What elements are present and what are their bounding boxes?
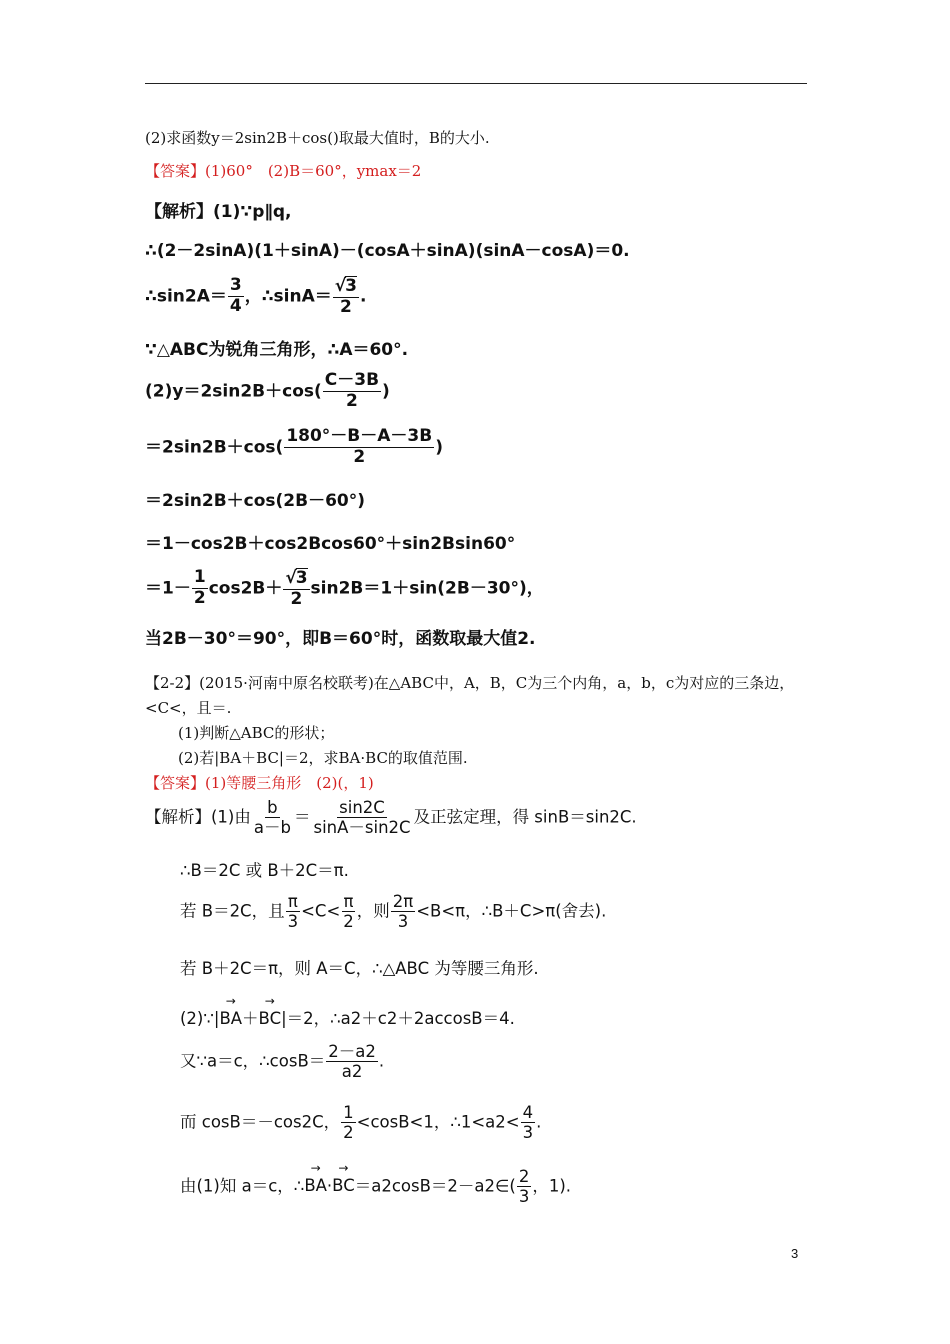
numerator: 3: [229, 275, 242, 295]
denominator: 3: [397, 912, 409, 932]
fraction: [326, 1043, 378, 1081]
answer-text: 【答案】(1)60° (2)B＝60°，ymax＝2: [145, 162, 422, 180]
solution-line: [180, 1168, 571, 1206]
question-text: (2)若|BA＋BC|＝2，求BA·BC的取值范围.: [178, 749, 468, 767]
vector-bc: → BC: [332, 1176, 355, 1195]
fraction: [333, 276, 359, 317]
text-run: cos2B＋: [208, 578, 283, 599]
solution-line: [145, 372, 390, 411]
solution-heading: 【解析】(1)∵p∥q,: [145, 202, 292, 222]
vector-bc: → BC: [259, 1009, 282, 1028]
text-run: (2)y＝2sin2B＋cos(: [145, 381, 322, 402]
numerator: 2: [518, 1167, 530, 1186]
denominator: a2: [341, 1062, 363, 1082]
numerator: 2π: [392, 892, 414, 911]
fraction: [283, 568, 309, 609]
text-run: ): [435, 437, 443, 458]
denominator: 2: [343, 1123, 354, 1143]
denominator: 2: [193, 587, 206, 608]
numerator: √3: [285, 568, 308, 588]
fraction: [521, 1104, 536, 1142]
numerator: 2－a2: [328, 1042, 376, 1061]
fraction: [323, 372, 381, 411]
text-run: sin2B＝1＋sin(2B－30°)，: [310, 578, 544, 599]
solution-line: ∴(2－2sinA)(1＋sinA)－(cosA＋sinA)(sinA－cosA)＝0.: [145, 241, 630, 261]
text-run: .: [378, 1051, 385, 1071]
text-run: |＝2，∴a2＋c2＋2accosB＝4.: [281, 1009, 515, 1028]
numerator: 4: [522, 1103, 534, 1122]
solution-line: 若 B＋2C＝π，则 A＝C，∴△ABC 为等腰三角形.: [180, 959, 539, 978]
denominator: 2: [353, 446, 366, 467]
fraction: [391, 893, 415, 931]
denominator: 3: [522, 1123, 534, 1143]
text-run: <B<π，∴B＋C>π(舍去).: [416, 901, 607, 921]
solution-line: [145, 799, 637, 837]
text-run: ，1).: [532, 1176, 572, 1196]
text-run: ＝: [293, 807, 311, 827]
solution-line: [180, 1043, 384, 1081]
question-text: (1)判断△ABC的形状；: [178, 724, 335, 742]
fraction: [192, 569, 208, 608]
text-run: ＝2sin2B＋cos(: [145, 437, 284, 458]
text-run: ): [382, 381, 390, 402]
denominator: 2: [339, 296, 352, 317]
text-run: .: [359, 286, 367, 307]
fraction: [517, 1168, 532, 1206]
fraction: [311, 799, 412, 837]
numerator: C－3B: [324, 370, 380, 390]
denominator: 2: [345, 390, 358, 411]
text-run: .: [536, 1112, 542, 1132]
numerator: b: [267, 798, 278, 817]
numerator: sin2C: [339, 798, 385, 817]
denominator: 2: [290, 588, 303, 609]
numerator: √3: [334, 276, 357, 296]
solution-line: [180, 1104, 541, 1142]
denominator: 3: [518, 1187, 530, 1207]
text-run: 由(1)知 a＝c，∴: [180, 1176, 305, 1196]
vector-ba: → BA: [219, 1009, 242, 1028]
text-run: <cosB<1，∴1<a2<: [356, 1112, 520, 1132]
text-run: 而 cosB＝－cos2C，: [180, 1112, 341, 1132]
text-run: 及正弦定理，得 sinB＝sin2C.: [413, 807, 637, 827]
text-run: 【解析】(1)由: [145, 807, 251, 827]
text-run: ＋: [242, 1009, 259, 1028]
fraction: [286, 893, 301, 931]
solution-line: 当2B－30°＝90°，即B＝60°时，函数取最大值2.: [145, 629, 536, 649]
denominator: sinA－sin2C: [313, 818, 411, 838]
text-run: ＝a2cosB＝2－a2∈(: [354, 1176, 516, 1196]
fraction: [341, 1104, 356, 1142]
text-run: ，则: [356, 901, 390, 921]
text-run: ·: [326, 1176, 333, 1196]
denominator: 2: [343, 912, 354, 932]
text-run: ，∴sinA＝: [244, 286, 332, 307]
header-rule: [145, 83, 807, 84]
radicand: 3: [295, 568, 308, 588]
question-text: (2)求函数y＝2sin2B＋cos()取最大值时，B的大小.: [145, 129, 490, 147]
denominator: 3: [287, 912, 299, 932]
solution-line: [145, 276, 366, 317]
solution-line: ＝2sin2B＋cos(2B－60°): [145, 491, 366, 511]
numerator: 180°－B－A－3B: [286, 426, 433, 446]
text-run: ∴sin2A＝: [145, 286, 227, 307]
solution-line: [145, 428, 443, 467]
question-text: 【2-2】(2015·河南中原名校联考)在△ABC中，A，B，C为三个内角，a，b，c为对应的三条边，: [145, 674, 795, 692]
text-run: 又∵a＝c，∴cosB＝: [180, 1051, 326, 1071]
denominator: 4: [229, 295, 242, 316]
numerator: π: [343, 892, 354, 911]
text-run: ＝1－: [145, 578, 191, 599]
question-text: <C<，且＝.: [145, 699, 232, 717]
solution-line: ＝1－cos2B＋cos2Bcos60°＋sin2Bsin60°: [145, 534, 516, 554]
radicand: 3: [345, 276, 357, 296]
fraction: [341, 893, 356, 931]
solution-line: [180, 1005, 515, 1029]
solution-line: ∵△ABC为锐角三角形，∴A＝60°.: [145, 340, 409, 360]
page-number: 3: [791, 1246, 799, 1261]
numerator: 1: [193, 567, 206, 587]
text-run: <C<: [301, 901, 341, 921]
fraction: [252, 799, 293, 837]
denominator: a－b: [253, 818, 291, 838]
solution-line: [145, 568, 544, 609]
fraction: [228, 277, 244, 316]
vector-ba: → BA: [304, 1176, 327, 1195]
solution-line: ∴B＝2C 或 B＋2C＝π.: [180, 861, 349, 880]
answer-text: 【答案】(1)等腰三角形 (2)(，1): [145, 774, 374, 792]
fraction: [284, 428, 434, 467]
text-run: 若 B＝2C，且: [180, 901, 285, 921]
numerator: π: [287, 892, 298, 911]
numerator: 1: [343, 1103, 354, 1122]
solution-line: [180, 893, 606, 931]
text-run: (2)∵|: [180, 1009, 220, 1028]
